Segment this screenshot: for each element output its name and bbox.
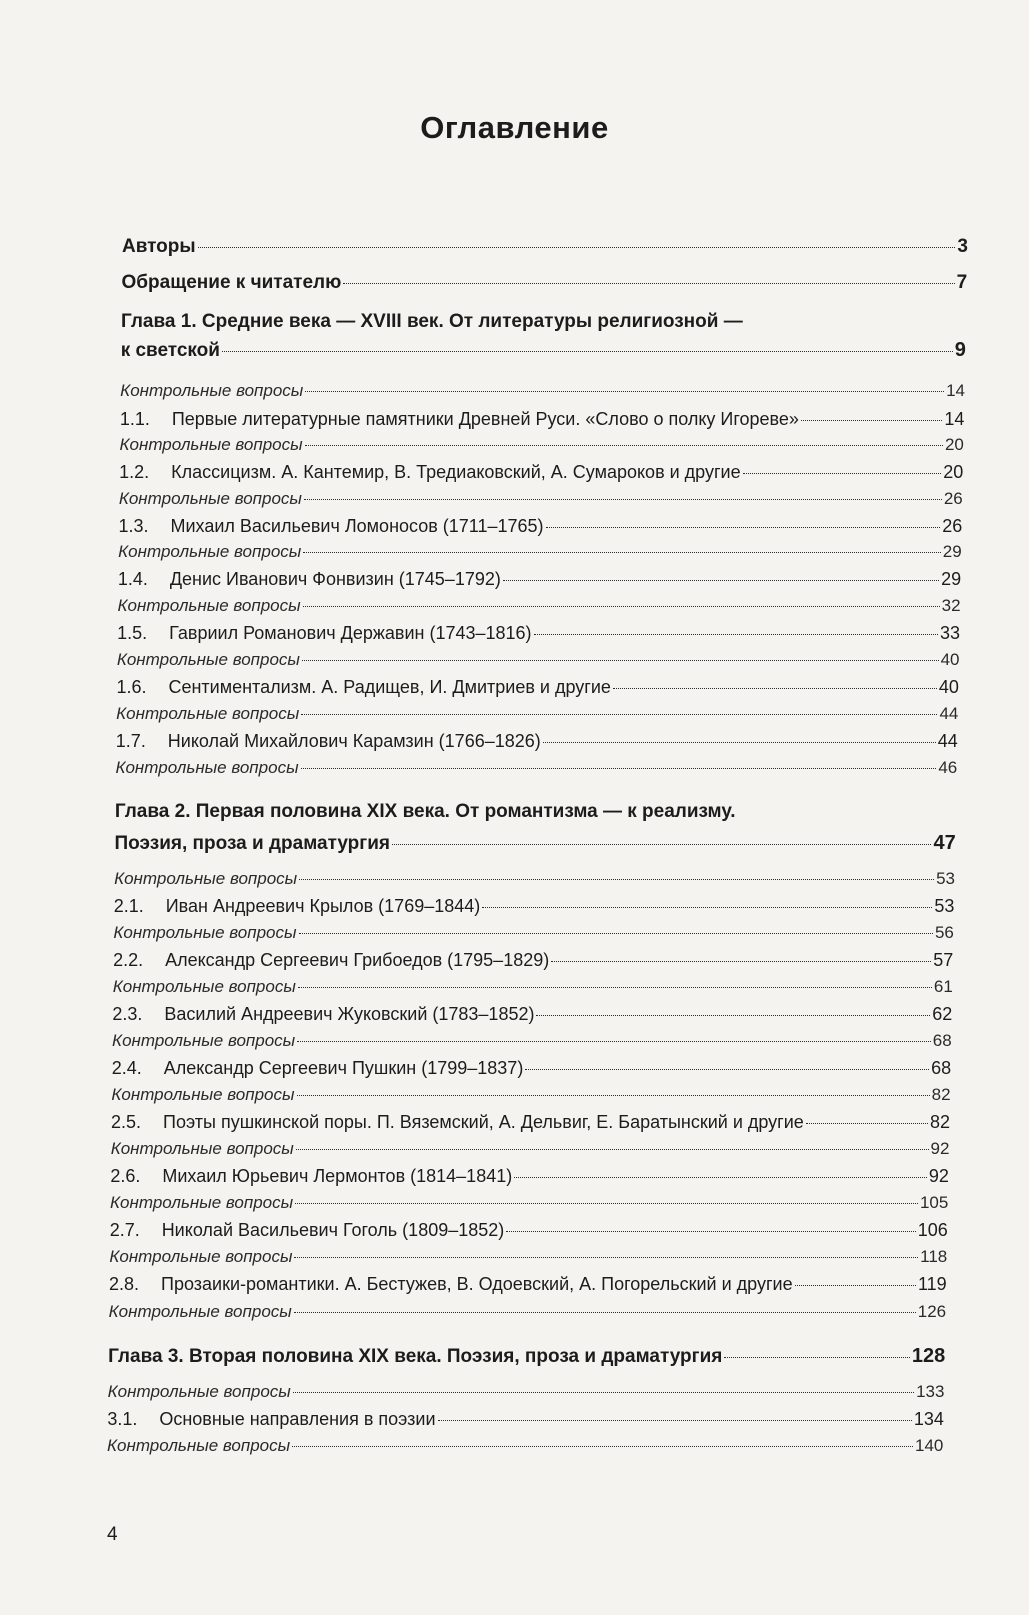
toc-questions-entry[interactable] [118, 541, 962, 563]
toc-section-number: 2.1. [113, 896, 144, 916]
toc-questions-entry[interactable] [119, 488, 963, 510]
toc-section-number: 1.5. [117, 623, 148, 643]
toc-section-number: 2.5. [111, 1112, 142, 1132]
toc-page-number: 20 [944, 435, 964, 454]
toc-chapter-heading-line [121, 311, 966, 333]
dot-leader [525, 1069, 929, 1070]
toc-page-number: 57 [933, 950, 954, 970]
toc-page-number: 44 [939, 704, 959, 723]
toc-entry[interactable] [122, 236, 968, 258]
toc-entry-label: Сентиментализм. А. Радищев, И. Дмитриев и другие [168, 677, 611, 697]
toc-page-number: 32 [941, 596, 961, 615]
toc-page-number: 20 [943, 462, 964, 482]
toc-questions-entry[interactable] [107, 1435, 943, 1457]
toc-entry-label: Контрольные вопросы [113, 923, 297, 942]
toc-page-number: 47 [933, 832, 956, 854]
dot-leader [294, 1257, 918, 1258]
dot-leader [343, 283, 954, 284]
dot-leader [551, 961, 931, 962]
dot-leader [222, 351, 953, 352]
toc-page-number: 9 [954, 339, 966, 361]
dot-leader [806, 1123, 928, 1124]
toc-page-number: 33 [940, 623, 961, 643]
dot-leader [438, 1420, 912, 1421]
toc-page-number: 14 [946, 381, 965, 400]
toc-entry-label: Контрольные вопросы [108, 1302, 292, 1321]
dot-leader [299, 879, 934, 880]
toc-section-entry[interactable] [110, 1165, 949, 1187]
toc-page-number: 40 [938, 677, 959, 697]
toc-entry-label: Первые литературные памятники Древней Руси. «Слово о полку Игореве» [171, 409, 799, 429]
toc-section-number: 3.1. [107, 1409, 138, 1429]
page-title: Оглавление [420, 110, 609, 145]
toc-questions-entry[interactable] [109, 1301, 946, 1323]
dot-leader [301, 768, 937, 769]
dot-leader [743, 473, 942, 474]
toc-entry-label: Контрольные вопросы [119, 435, 303, 454]
dot-leader [297, 1041, 931, 1042]
dot-leader [298, 987, 932, 988]
toc-entry-label: Контрольные вопросы [120, 381, 304, 400]
dot-leader [294, 1312, 916, 1313]
dot-leader [514, 1177, 927, 1178]
toc-section-entry[interactable] [110, 1219, 948, 1241]
toc-page-number: 118 [920, 1247, 948, 1266]
toc-questions-entry[interactable] [110, 1192, 948, 1214]
dot-leader [392, 844, 932, 845]
dot-leader [297, 1095, 930, 1096]
toc-entry-label: Контрольные вопросы [107, 1382, 291, 1401]
toc-chapter-title: Глава 2. Первая половина XIX века. От романтизма — к реализму. [114, 801, 736, 822]
toc-section-number: 1.3. [118, 516, 149, 536]
toc-entry-label: Николай Васильевич Гоголь (1809–1852) [161, 1220, 505, 1240]
dot-leader [795, 1285, 916, 1286]
toc-section-entry[interactable] [112, 1057, 951, 1079]
toc-entry-label: к светской [120, 340, 220, 361]
toc-chapter-entry[interactable] [108, 1345, 945, 1368]
toc-questions-entry[interactable] [108, 1381, 945, 1403]
toc-section-number: 2.3. [112, 1004, 143, 1024]
toc-entry-label: Александр Сергеевич Пушкин (1799–1837) [163, 1058, 524, 1078]
dot-leader [305, 391, 944, 392]
toc-page-number: 29 [941, 569, 962, 589]
dot-leader [801, 420, 942, 421]
dot-leader [482, 907, 932, 908]
dot-leader [301, 714, 937, 715]
toc-questions-entry[interactable] [113, 976, 953, 998]
toc-section-number: 1.6. [116, 677, 147, 697]
toc-entry-label: Контрольные вопросы [110, 1139, 294, 1158]
toc-entry-label: Контрольные вопросы [112, 977, 296, 996]
toc-entry-label: Поэзия, проза и драматургия [114, 833, 390, 854]
toc-section-entry[interactable] [116, 730, 958, 752]
toc-chapter-heading-line [115, 801, 956, 823]
toc-entry-label: Контрольные вопросы [117, 596, 301, 615]
toc-entry-label: Авторы [121, 236, 196, 257]
dot-leader [198, 247, 956, 248]
dot-leader [305, 445, 943, 446]
toc-questions-entry[interactable] [114, 868, 955, 890]
toc-chapter-title: Глава 1. Средние века — XVIII век. От литературы религиозной — [121, 311, 743, 332]
toc-page-number: 140 [915, 1436, 944, 1455]
toc-page-number: 119 [917, 1274, 947, 1294]
dot-leader [293, 1392, 914, 1393]
toc-page-number: 3 [957, 236, 968, 257]
toc-section-number: 1.7. [115, 731, 146, 751]
toc-section-entry[interactable] [114, 895, 955, 917]
toc-entry-label: Контрольные вопросы [116, 704, 300, 723]
toc-questions-entry[interactable] [113, 922, 953, 944]
dot-leader [724, 1357, 910, 1358]
toc-page-number: 61 [933, 977, 953, 996]
toc-page-number: 46 [938, 758, 958, 777]
toc-questions-entry[interactable] [111, 1138, 950, 1160]
toc-section-number: 2.2. [113, 950, 144, 970]
toc-entry-label: Контрольные вопросы [116, 650, 300, 669]
toc-section-number: 1.4. [117, 569, 148, 589]
toc-questions-entry[interactable] [109, 1246, 947, 1268]
toc-section-entry[interactable] [117, 622, 960, 644]
toc-questions-entry[interactable] [117, 649, 960, 671]
toc-page-number: 82 [931, 1085, 951, 1104]
toc-entry-label: Контрольные вопросы [112, 1031, 296, 1050]
dot-leader [613, 688, 937, 689]
toc-section-number: 1.2. [119, 462, 150, 482]
toc-page-number: 92 [930, 1139, 950, 1158]
dot-leader [295, 1203, 918, 1204]
toc-page-number: 62 [932, 1004, 953, 1024]
toc-page-number: 68 [932, 1031, 952, 1050]
toc-page-number: 26 [943, 489, 963, 508]
toc-page-number: 40 [940, 650, 960, 669]
dot-leader [303, 606, 940, 607]
toc-section-entry[interactable] [112, 1003, 952, 1025]
toc-entry-label: Контрольные вопросы [115, 758, 299, 777]
toc-section-number: 1.1. [119, 409, 150, 429]
toc-section-entry[interactable] [119, 461, 963, 483]
toc-questions-entry[interactable] [120, 380, 965, 402]
toc-entry-label: Глава 3. Вторая половина XIX века. Поэзия, проза и драматургия [108, 1346, 723, 1367]
toc-section-entry[interactable] [111, 1111, 950, 1133]
dot-leader [299, 933, 933, 934]
page-number: 4 [107, 1524, 118, 1545]
toc-page-number: 92 [928, 1166, 949, 1186]
toc-entry-label: Контрольные вопросы [106, 1436, 291, 1455]
toc-questions-entry[interactable] [116, 703, 958, 725]
toc-page-number: 53 [936, 869, 955, 888]
toc-section-entry[interactable] [107, 1408, 944, 1430]
toc-page-number: 26 [942, 516, 963, 536]
toc-questions-entry[interactable] [112, 1030, 952, 1052]
toc-section-entry[interactable] [120, 408, 965, 430]
toc-chapter-entry[interactable] [121, 339, 966, 362]
toc-section-entry[interactable] [109, 1273, 947, 1295]
toc-page-number: 44 [937, 731, 958, 751]
toc-page-number: 7 [956, 272, 968, 293]
dot-leader [534, 634, 938, 635]
toc-entry-label: Поэты пушкинской поры. П. Вяземский, А. Дельвиг, Е. Баратынский и другие [163, 1112, 804, 1132]
toc-page-number: 82 [929, 1112, 950, 1132]
dot-leader [503, 580, 939, 581]
toc-entry-label: Контрольные вопросы [111, 1085, 295, 1104]
toc-section-number: 2.6. [110, 1166, 141, 1186]
toc-section-entry[interactable] [116, 676, 958, 698]
toc-entry-label: Обращение к читателю [121, 272, 342, 293]
toc-page-number: 68 [931, 1058, 952, 1078]
dot-leader [292, 1446, 913, 1447]
toc-page-number: 105 [919, 1193, 949, 1212]
toc-section-number: 2.8. [109, 1274, 140, 1294]
toc-section-entry[interactable] [118, 568, 961, 590]
toc-section-number: 2.7. [109, 1220, 140, 1240]
toc-page-number: 53 [934, 896, 955, 916]
toc-section-entry[interactable] [118, 515, 962, 537]
toc-questions-entry[interactable] [117, 595, 960, 617]
toc-entry-label: Иван Андреевич Крылов (1769–1844) [165, 896, 481, 916]
toc-entry-label: Николай Михайлович Карамзин (1766–1826) [167, 731, 541, 751]
dot-leader [536, 1015, 930, 1016]
toc-entry-label: Александр Сергеевич Грибоедов (1795–1829) [165, 950, 550, 970]
toc-entry-label: Контрольные вопросы [118, 542, 302, 561]
toc-entry-label: Основные направления в поэзии [159, 1409, 436, 1429]
toc-page-number: 56 [934, 923, 954, 942]
toc-entry-label: Денис Иванович Фонвизин (1745–1792) [169, 569, 501, 589]
toc-page-number: 128 [911, 1345, 946, 1367]
toc-entry-label: Гавриил Романович Державин (1743–1816) [169, 623, 532, 643]
toc-entry-label: Контрольные вопросы [110, 1193, 294, 1212]
toc-section-entry[interactable] [113, 949, 953, 971]
toc-page-number: 14 [944, 409, 965, 429]
toc-page-number: 126 [917, 1302, 947, 1321]
toc-questions-entry[interactable] [111, 1084, 950, 1106]
toc-chapter-entry[interactable] [115, 832, 956, 855]
toc-page-number: 134 [913, 1409, 944, 1429]
toc-entry-label: Михаил Васильевич Ломоносов (1711–1765) [170, 516, 544, 536]
toc-entry-label: Классицизм. А. Кантемир, В. Тредиаковский, А. Сумароков и другие [171, 462, 741, 482]
dot-leader [506, 1231, 915, 1232]
dot-leader [546, 527, 941, 528]
toc-entry-label: Прозаики-романтики. А. Бестужев, В. Одоевский, А. Погорельский и другие [161, 1274, 793, 1294]
dot-leader [304, 499, 942, 500]
toc-page-number: 29 [942, 542, 962, 561]
dot-leader [543, 742, 936, 743]
toc-page-number: 106 [917, 1220, 948, 1240]
toc-section-number: 2.4. [111, 1058, 142, 1078]
toc-entry-label: Контрольные вопросы [114, 869, 298, 888]
dot-leader [303, 552, 940, 553]
dot-leader [296, 1149, 929, 1150]
toc-entry[interactable] [122, 272, 968, 294]
toc-questions-entry[interactable] [120, 434, 964, 456]
toc-questions-entry[interactable] [115, 757, 957, 779]
toc-entry-label: Контрольные вопросы [118, 489, 302, 508]
dot-leader [302, 660, 939, 661]
toc-entry-label: Контрольные вопросы [109, 1247, 293, 1266]
toc-page-number: 133 [916, 1382, 945, 1401]
toc-entry-label: Михаил Юрьевич Лермонтов (1814–1841) [162, 1166, 513, 1186]
toc-entry-label: Василий Андреевич Жуковский (1783–1852) [164, 1004, 535, 1024]
